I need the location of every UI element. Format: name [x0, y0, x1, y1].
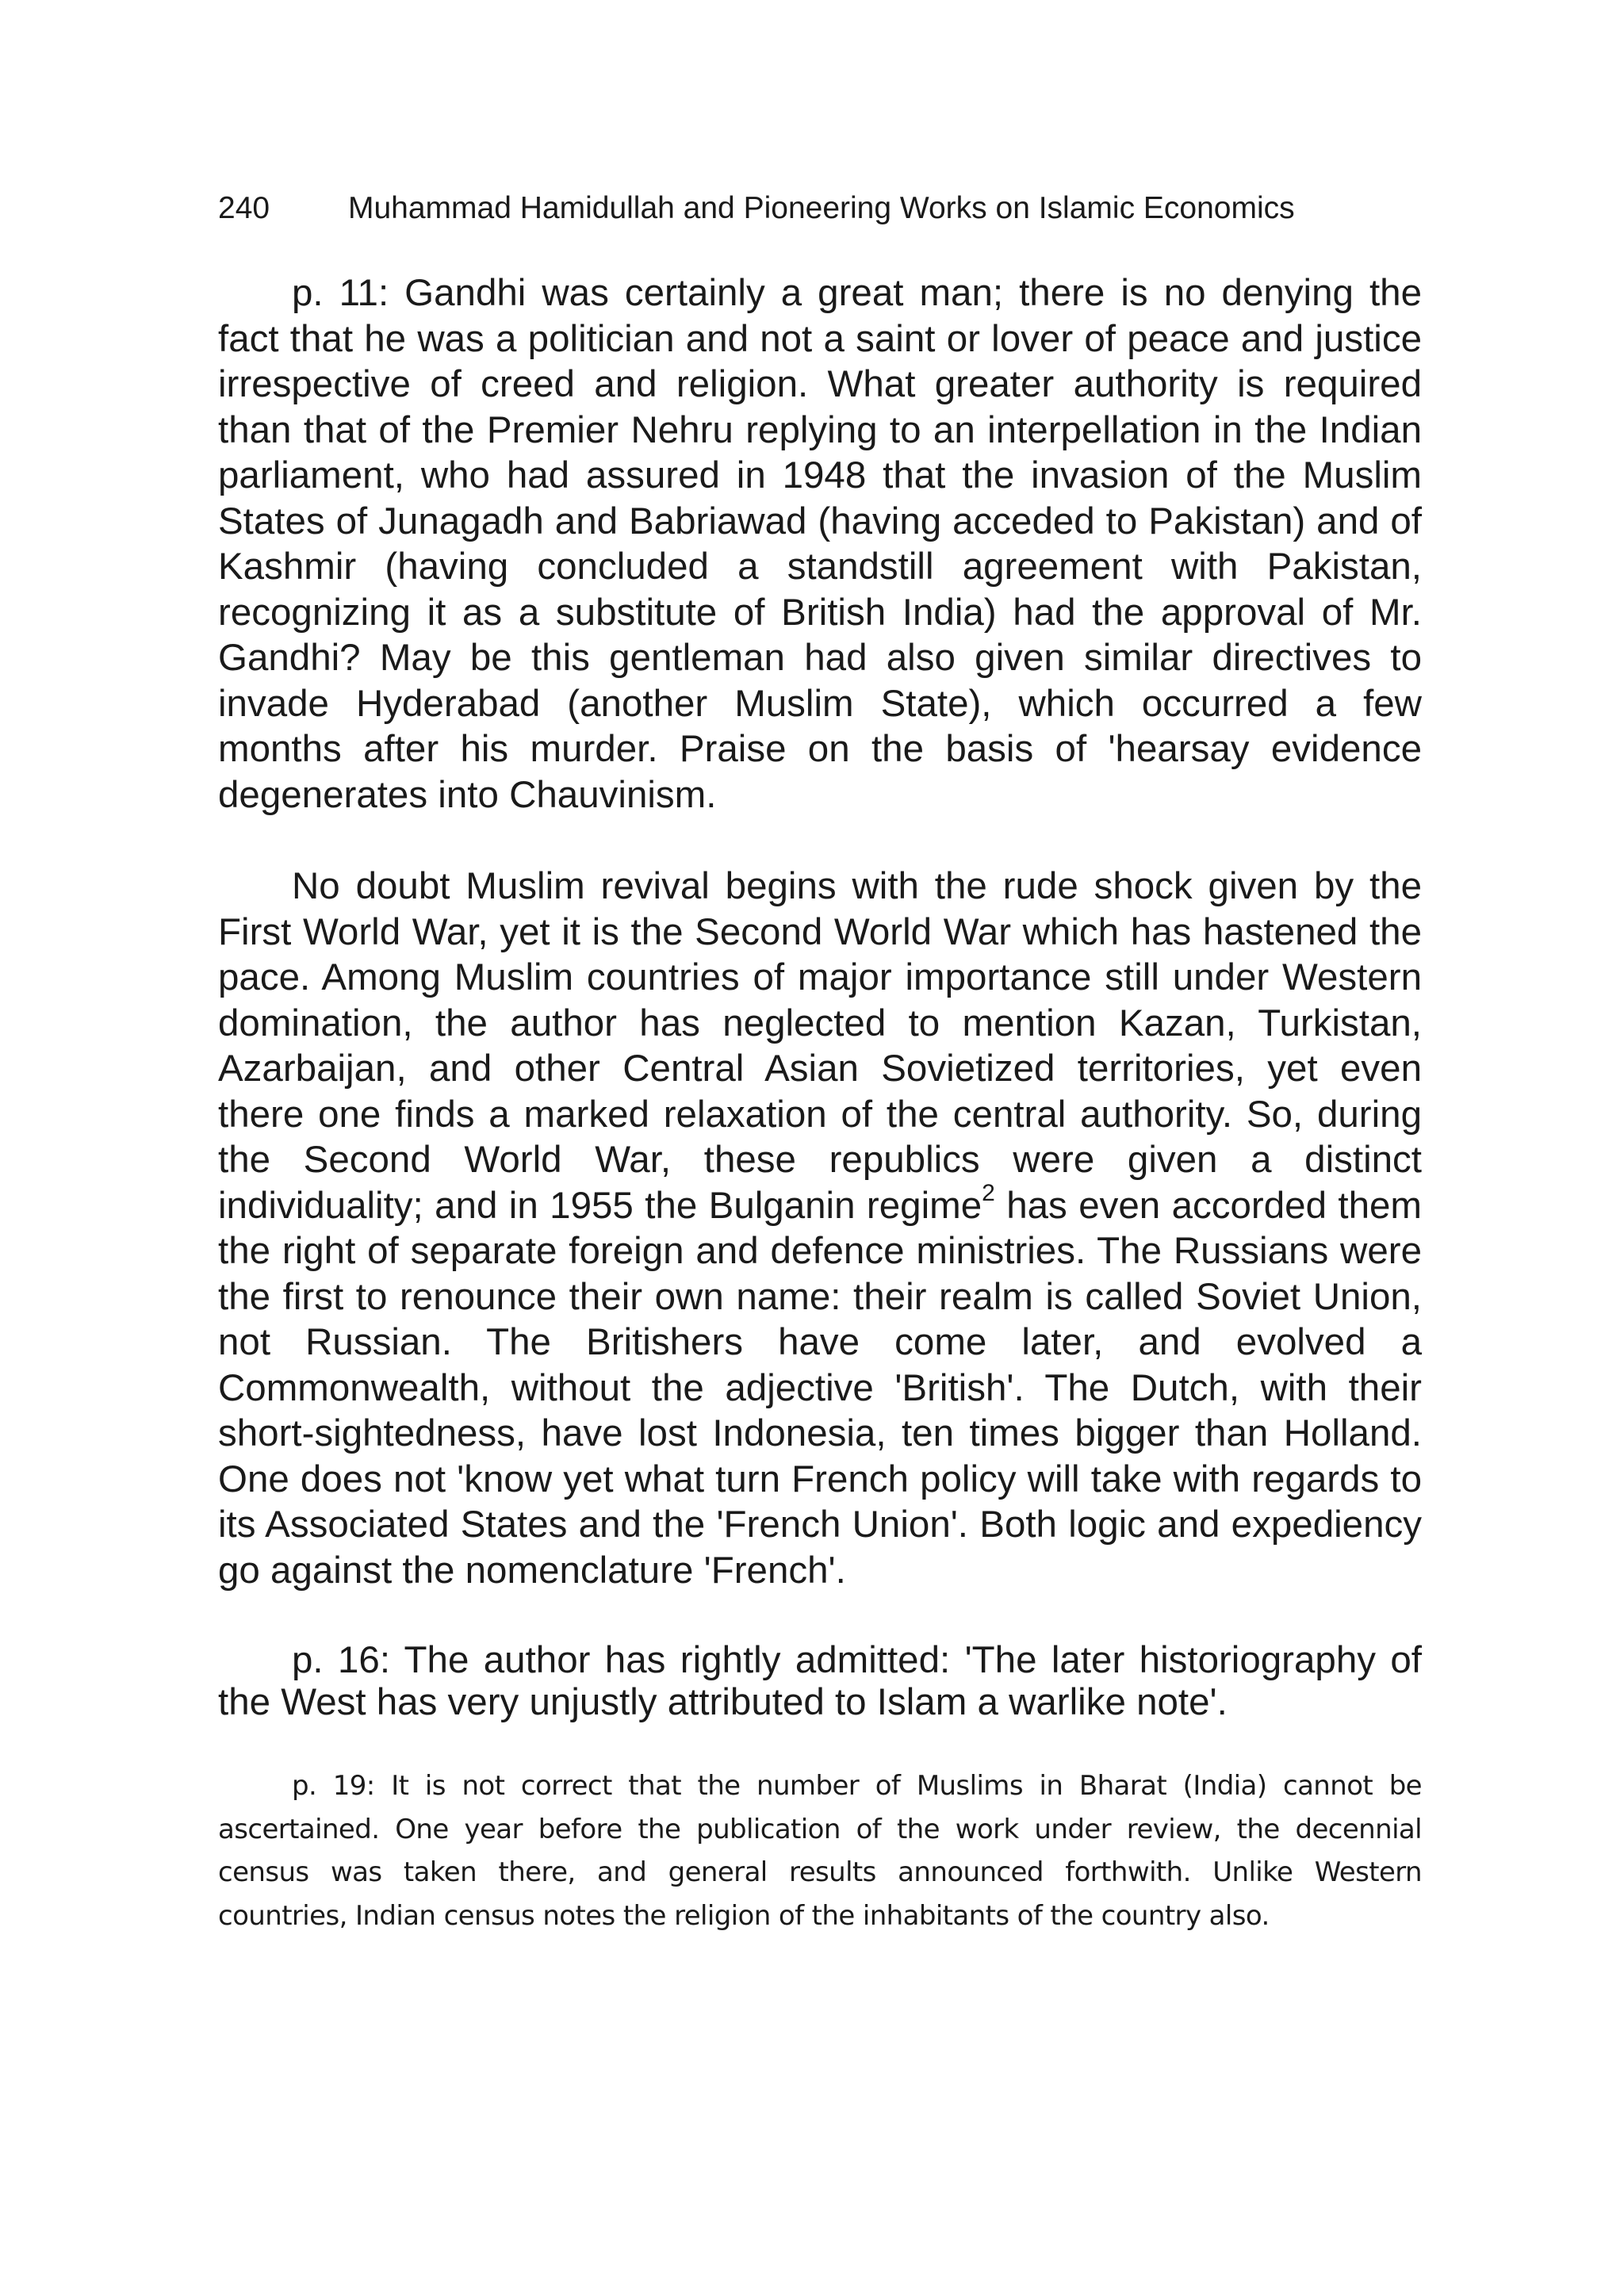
- paragraph-text-before-footnote: No doubt Muslim revival begins with the rude shock given by the First World War, yet it is the Second World War which has hastened the pace. Among Muslim countries of major importance still under Western domination, the author has neglected to mention Kazan, Turkistan, Azarbaijan, and other Central Asian Sovietized territories, yet even there one finds a marked relaxation of the central authority. So, during the Second World War, these republics were given a distinct individuality; and in 1955 the Bulganin regime: [218, 865, 1422, 1227]
- running-header: [218, 186, 1422, 231]
- paragraph-p16: p. 16: The author has rightly admitted: 'The later historiography of the West has very unjustly attributed to Islam a warlike note'.: [218, 1639, 1422, 1723]
- book-page: [218, 186, 1422, 1937]
- footnote-reference: 2: [982, 1179, 995, 1206]
- paragraph-text-after-footnote: has even accorded them the right of separate foreign and defence ministries. The Russians were the first to renounce their own name: their realm is called Soviet Union, not Russian. The Britishers have come later, and evolved a Commonwealth, without the adjective 'British'. The Dutch, with their short-sightedness, have lost Indonesia, ten times bigger than Holland. One does not 'know yet what turn French policy will take with regards to its Associated States and the 'French Union'. Both logic and expediency go against the nomenclature 'French'.: [218, 1184, 1422, 1592]
- paragraph-muslim-revival: [218, 864, 1422, 1593]
- paragraph-p19: p. 19: It is not correct that the number of Muslims in Bharat (India) cannot be ascertained. One year before the publication of the work under review, the decennial census was taken there, and general results announced forthwith. Unlike Western countries, Indian census notes the religion of the inhabitants of the country also.: [218, 1770, 1422, 1932]
- page-number: 240: [218, 191, 270, 225]
- paragraph-p11: p. 11: Gandhi was certainly a great man; there is no denying the fact that he was a politician and not a saint or lover of peace and justice irrespective of creed and religion. What greater authority is required than that of the Premier Nehru replying to an interpellation in the Indian parliament, who had assured in 1948 that the invasion of the Muslim States of Junagadh and Babriawad (having acceded to Pakistan) and of Kashmir (having concluded a standstill agreement with Pakistan, recognizing it as a substitute of British India) had the approval of Mr. Gandhi? May be this gentleman had also given similar directives to invade Hyderabad (another Muslim State), which occurred a few months after his murder. Praise on the basis of 'hearsay evidence degenerates into Chauvinism.: [218, 272, 1422, 816]
- running-title: Muhammad Hamidullah and Pioneering Works on Islamic Economics: [348, 191, 1295, 225]
